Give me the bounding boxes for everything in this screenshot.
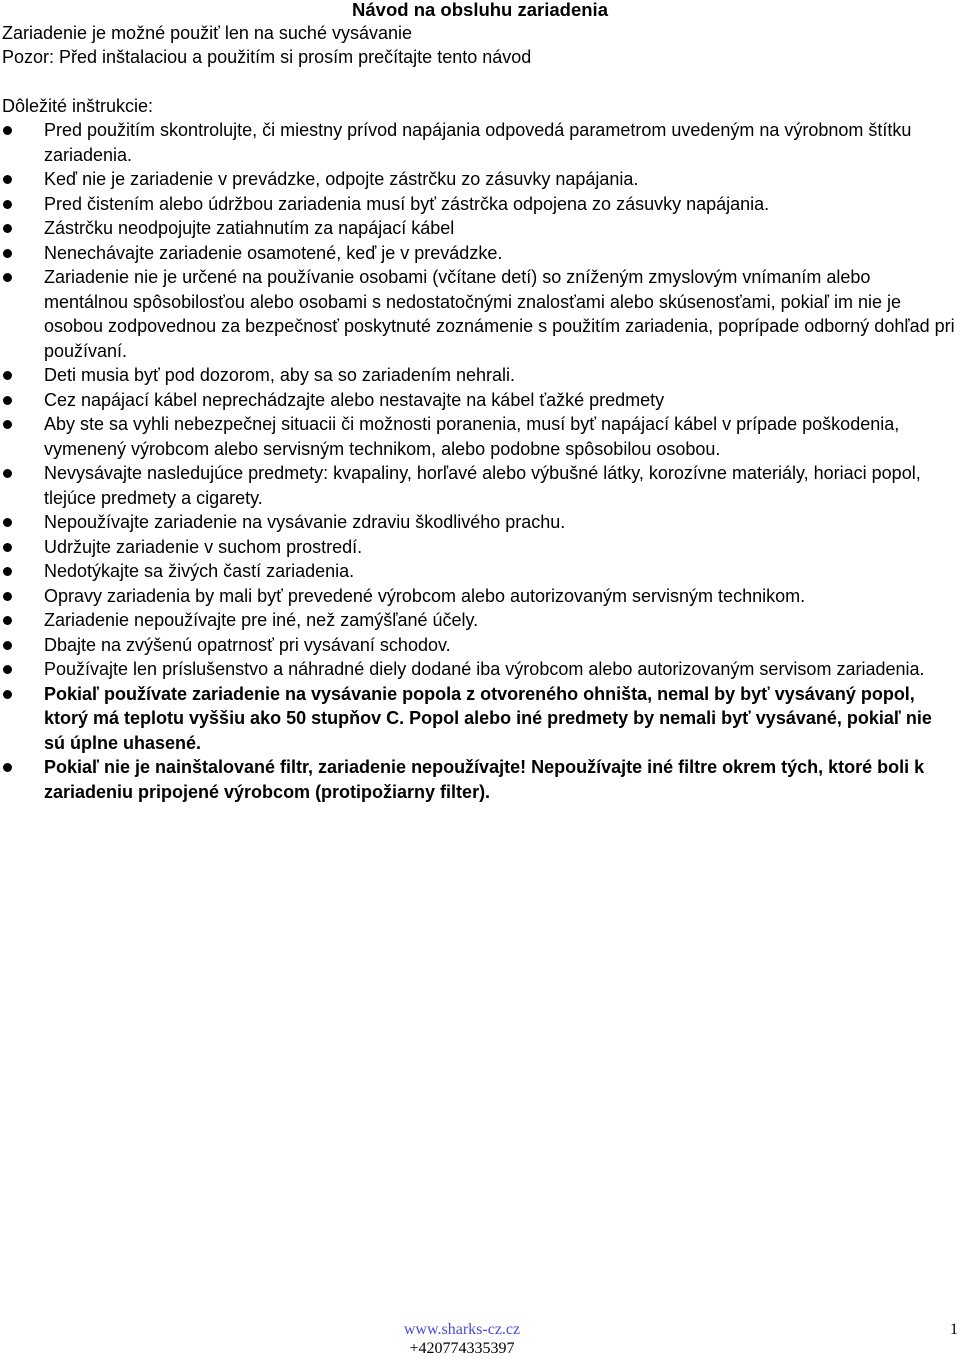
bullet-icon [3, 518, 12, 527]
list-item-text: Používajte len príslušenstvo a náhradné diely dodané iba výrobcom alebo autorizovaným servisom zariadenia. [44, 659, 925, 679]
list-item [0, 265, 960, 363]
bullet-icon [3, 616, 12, 625]
list-item-text: Aby ste sa vyhli nebezpečnej situacii či možnosti poranenia, musí byť napájací kábel v prípade poškodenia, vymenený výrobcom alebo servisným technikom, alebo podobne spôsobilou osobou. [44, 414, 900, 459]
list-item-text: Nevysávajte nasledujúce predmety: kvapaliny, horľavé alebo výbušné látky, korozívne materiály, horiaci popol, tlejúce predmety a cigarety. [44, 463, 921, 508]
bullet-icon [3, 543, 12, 552]
list-item [0, 682, 960, 756]
bullet-icon [3, 665, 12, 674]
list-item-text: Nepoužívajte zariadenie na vysávanie zdraviu škodlivého prachu. [44, 512, 566, 532]
list-item-text: Deti musia byť pod dozorom, aby sa so zariadením nehrali. [44, 365, 515, 385]
list-item [0, 118, 960, 167]
bullet-icon [3, 469, 12, 478]
bullet-icon [3, 690, 12, 699]
list-item-text: Dbajte na zvýšenú opatrnosť pri vysávaní schodov. [44, 634, 451, 655]
bullet-icon [3, 763, 12, 772]
bullet-icon [3, 175, 12, 184]
list-item-text: Pred čistením alebo údržbou zariadenia musí byť zástrčka odpojena zo zásuvky napájania. [44, 193, 770, 214]
bullet-icon [3, 396, 12, 405]
bullet-icon [3, 371, 12, 380]
list-item-text: Zástrčku neodpojujte zatiahnutím za napájací kábel [44, 218, 455, 238]
list-item [0, 608, 960, 633]
list-item-text: Cez napájací kábel neprechádzajte alebo nestavajte na kábel ťažké predmety [44, 389, 665, 410]
footer-website-link[interactable]: www.sharks-cz.cz [403, 1321, 521, 1338]
bullet-icon [3, 224, 12, 233]
page-number: 1 [950, 1321, 958, 1338]
bullet-icon [3, 567, 12, 576]
list-item-text: Opravy zariadenia by mali byť prevedené výrobcom alebo autorizovaným servisným technikom. [44, 585, 806, 606]
list-item-text: Nedotýkajte sa živých častí zariadenia. [44, 561, 355, 581]
list-item [0, 241, 960, 266]
bullet-icon [3, 126, 12, 135]
bullet-icon [3, 273, 12, 282]
list-item-text: Nenechávajte zariadenie osamotené, keď je v prevádzke. [44, 242, 503, 263]
list-item [0, 216, 960, 241]
list-item [0, 388, 960, 413]
footer-phone: +420774335397 [409, 1340, 515, 1357]
list-item-text: Zariadenie nepoužívajte pre iné, než zamýšľané účely. [44, 610, 479, 630]
list-item [0, 584, 960, 609]
bullet-icon [3, 249, 12, 258]
list-item [0, 559, 960, 584]
list-item [0, 535, 960, 560]
bullet-icon [3, 200, 12, 209]
list-item [0, 363, 960, 388]
list-item [0, 192, 960, 217]
list-item [0, 657, 960, 682]
intro-dry-use-note: Zariadenie je možné použiť len na suché vysávanie [2, 23, 412, 43]
list-item [0, 167, 960, 192]
list-item-text: Pokiaľ nie je nainštalované filtr, zariadenie nepoužívajte! Nepoužívajte iné filtre okrem tých, ktoré boli k zariadeniu pripojené výrobcom (protipožiarny filter). [44, 757, 925, 802]
intro-warning-note: Pozor: Před inštalaciou a použitím si prosím prečítajte tento návod [2, 47, 532, 67]
list-item-text: Pred použitím skontrolujte, či miestny prívod napájania odpovedá parametrom uvedeným na výrobnom štítku zariadenia. [44, 120, 912, 165]
instructions-list [0, 118, 960, 804]
bullet-icon [3, 420, 12, 429]
bullet-icon [3, 592, 12, 601]
list-item [0, 412, 960, 461]
list-item-text: Pokiaľ používate zariadenie na vysávanie popola z otvoreného ohništa, nemal by byť vysávaný popol, ktorý má teplotu vyššiu ako 50 stupňov C. Popol alebo iné predmety by nemali byť vysávané, pokiaľ nie sú úplne uhasené. [44, 683, 932, 753]
list-item [0, 633, 960, 658]
list-item [0, 510, 960, 535]
list-item-text: Keď nie je zariadenie v prevádzke, odpojte zástrčku zo zásuvky napájania. [44, 169, 639, 189]
list-item [0, 461, 960, 510]
section-heading: Dôležité inštrukcie: [2, 96, 154, 116]
list-item-text: Udržujte zariadenie v suchom prostredí. [44, 536, 363, 557]
document-title: Návod na obsluhu zariadenia [352, 0, 608, 20]
list-item [0, 755, 960, 804]
list-item-text: Zariadenie nie je určené na používanie osobami (včítane detí) so zníženým zmyslovým vnímaním alebo mentálnou spôsobilosťou alebo osobami s nedostatočnými znalosťami alebo skúsenosťami, pokiaľ im nie je osobou zodpovednou za bezpečnosť poskytnuté zoznámenie s použitím zariadenia, poprípade odborný dohľad pri používaní. [44, 267, 955, 361]
bullet-icon [3, 641, 12, 650]
